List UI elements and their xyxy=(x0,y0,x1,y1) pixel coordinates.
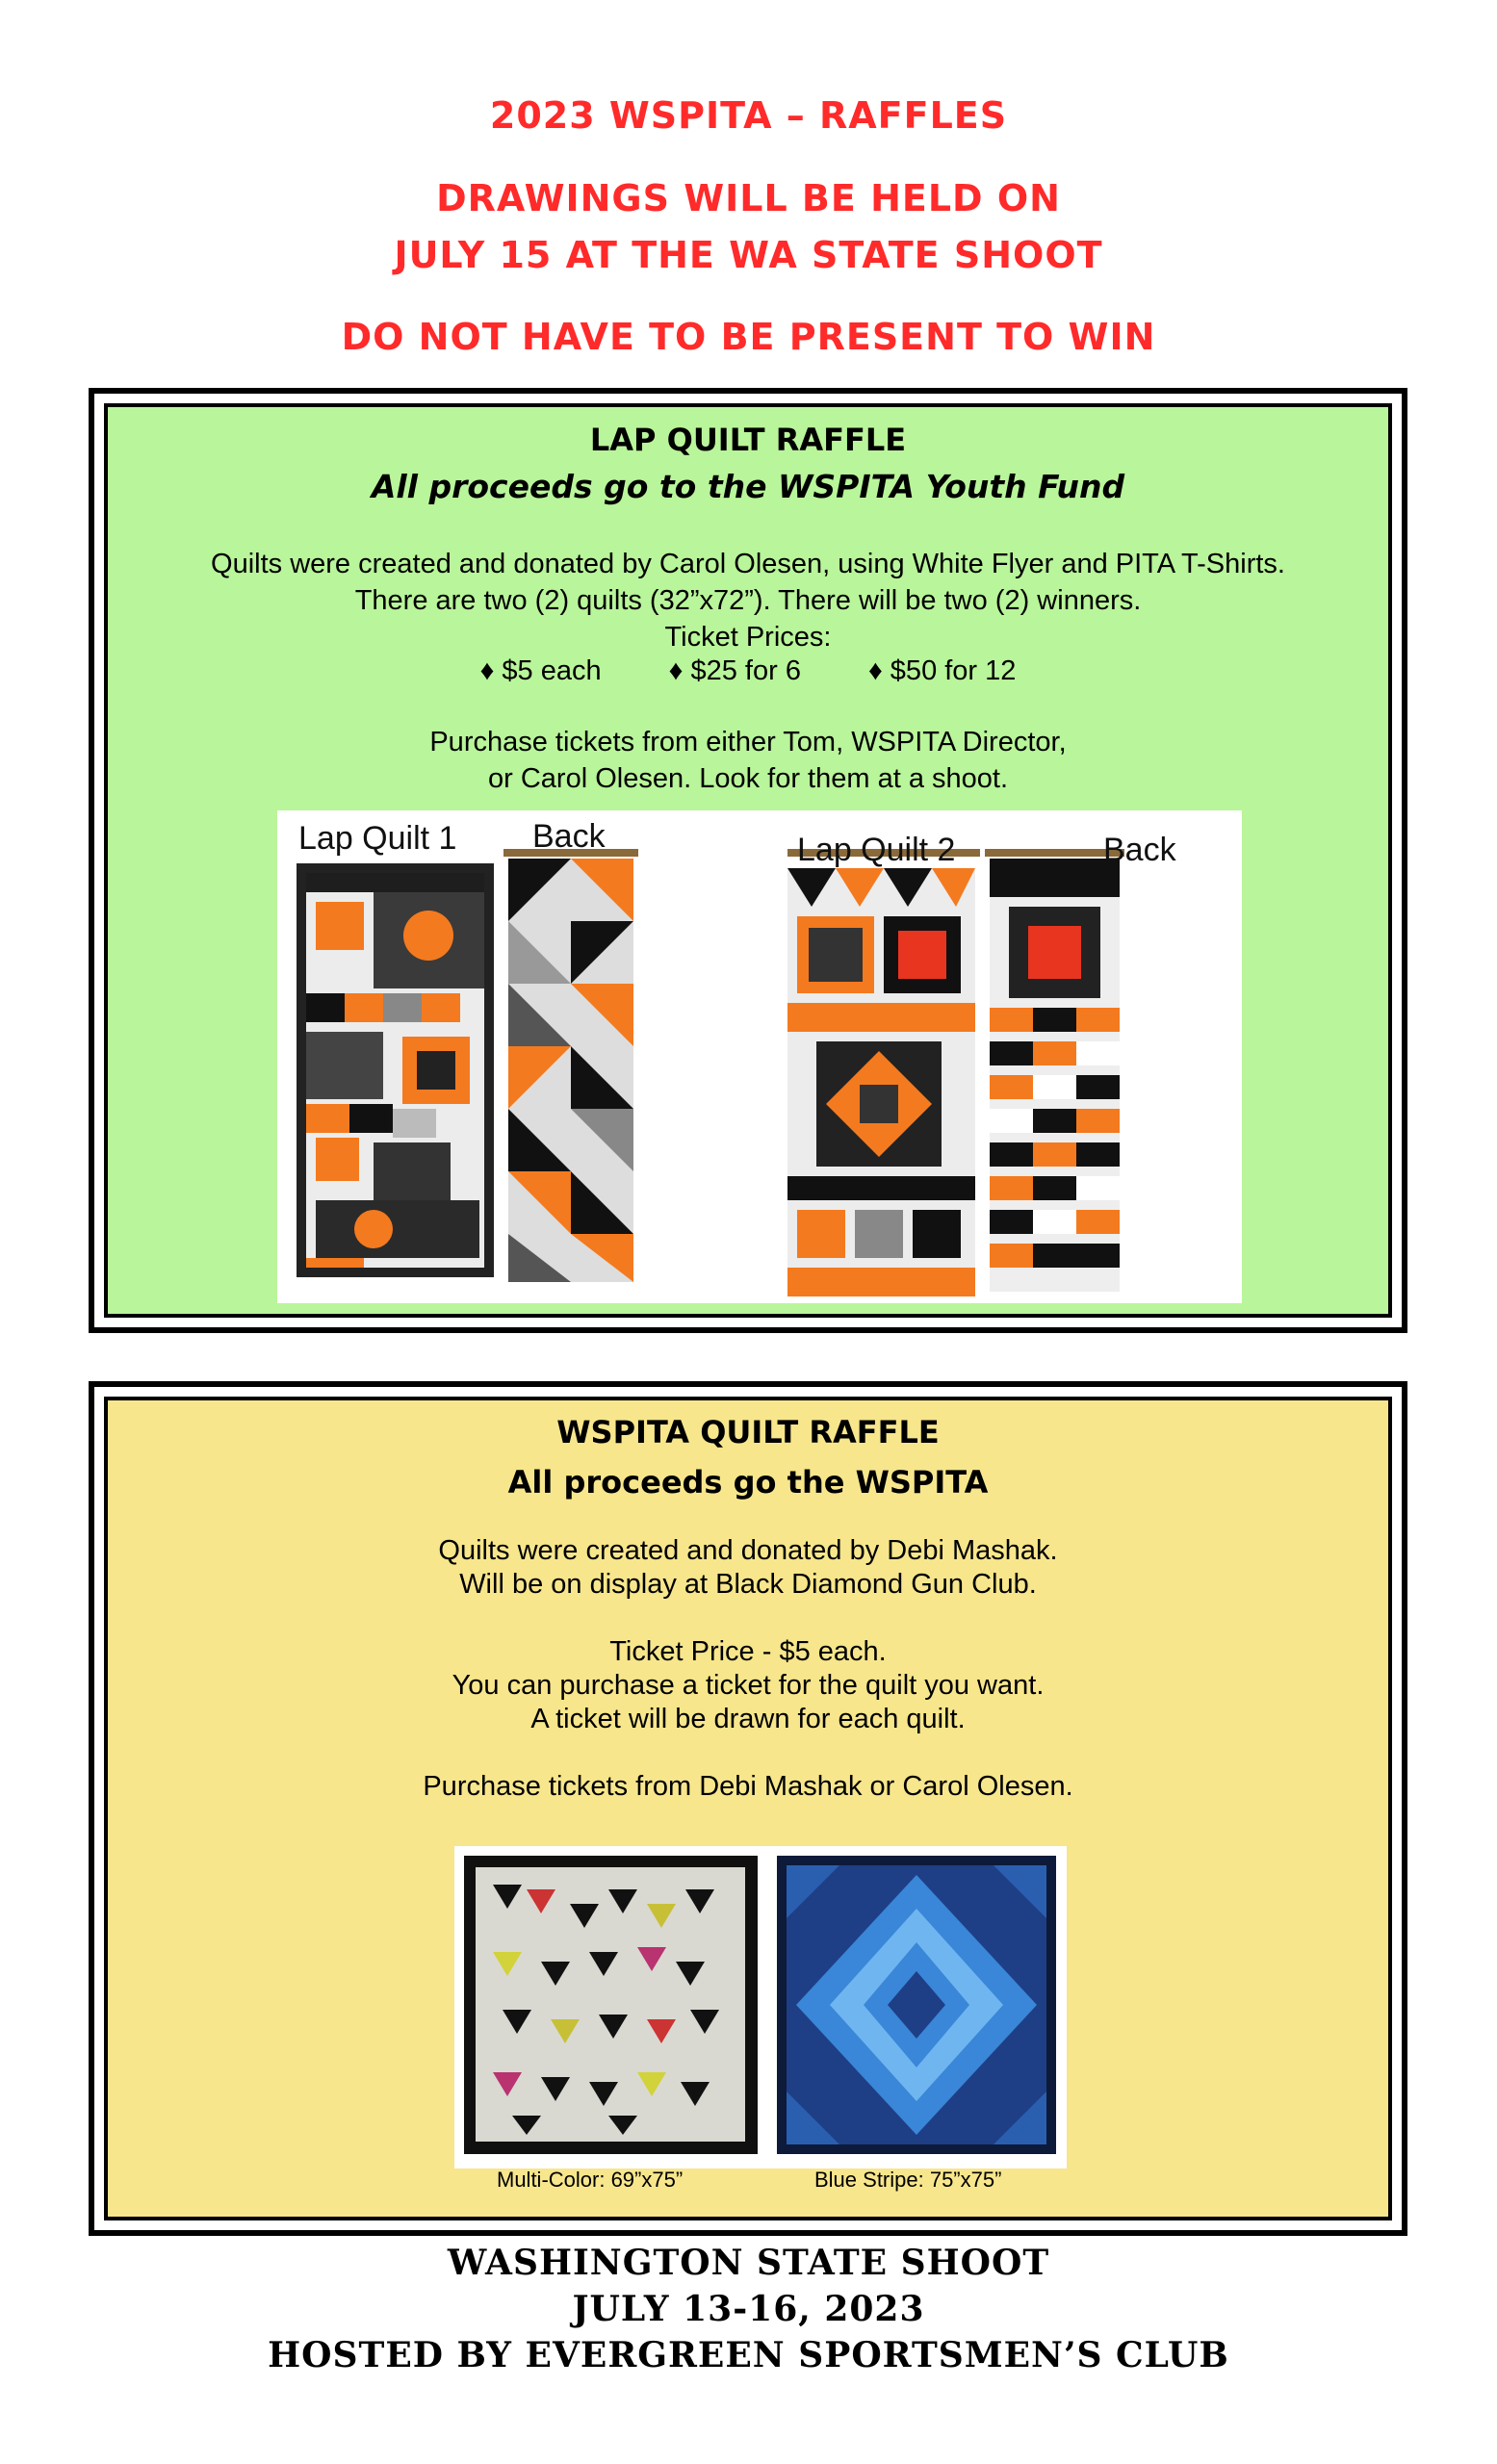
lap-price-item: ♦ $5 each xyxy=(479,655,602,686)
lap-quilt-photo xyxy=(277,810,1242,1303)
wspita-quilt-illustration xyxy=(454,1846,1067,2169)
wspita-quilt-photo xyxy=(454,1846,1067,2169)
wspita-line-2: Will be on display at Black Diamond Gun Club. xyxy=(459,1569,1037,1600)
lap-price-list xyxy=(108,655,1388,687)
multi-color-quilt xyxy=(464,1856,758,2154)
lap-quilt-2-front xyxy=(787,832,980,1296)
wspita-line-5: A ticket will be drawn for each quilt. xyxy=(530,1704,966,1734)
wspita-line-1: Quilts were created and donated by Debi Mashak. xyxy=(438,1535,1058,1566)
header-line-3: JULY 15 AT THE WA STATE SHOOT xyxy=(394,234,1103,276)
wspita-quilt-raffle-box xyxy=(89,1381,1407,2236)
footer-line-1: WASHINGTON STATE SHOOT xyxy=(447,2243,1050,2283)
lap-quilt-1-front xyxy=(297,820,494,1277)
photo-label-lap-quilt-1: Lap Quilt 1 xyxy=(298,820,457,857)
wspita-subtitle: All proceeds go the WSPITA xyxy=(507,1464,989,1501)
wspita-quilt-raffle-panel xyxy=(104,1397,1392,2220)
photo-label-back-2: Back xyxy=(1103,832,1176,868)
wspita-title: WSPITA QUILT RAFFLE xyxy=(556,1414,940,1450)
lap-price-item: ♦ $50 for 12 xyxy=(867,655,1017,686)
header-line-4: DO NOT HAVE TO BE PRESENT TO WIN xyxy=(341,316,1156,358)
footer-line-3: HOSTED BY EVERGREEN SPORTSMEN’S CLUB xyxy=(268,2335,1229,2375)
lap-title: LAP QUILT RAFFLE xyxy=(589,422,907,458)
lap-quilt-raffle-box xyxy=(89,388,1407,1333)
lap-quilt-2-back xyxy=(985,832,1177,1292)
photo-label-back-1: Back xyxy=(532,818,606,855)
lap-quilt-illustration xyxy=(277,810,1242,1303)
lap-line-1: Quilts were created and donated by Carol Olesen, using White Flyer and PITA T-Shirts. xyxy=(211,549,1285,579)
lap-line-4: Purchase tickets from either Tom, WSPITA Director, xyxy=(429,727,1067,757)
header-line-2: DRAWINGS WILL BE HELD ON xyxy=(436,177,1061,219)
lap-line-5: or Carol Olesen. Look for them at a shoot. xyxy=(488,763,1008,794)
lap-subtitle: All proceeds go to the WSPITA Youth Fund xyxy=(371,468,1125,505)
blue-stripe-quilt xyxy=(777,1856,1056,2154)
lap-price-item: ♦ $25 for 6 xyxy=(668,655,801,686)
wspita-line-4: You can purchase a ticket for the quilt you want. xyxy=(452,1670,1045,1701)
wspita-line-6: Purchase tickets from Debi Mashak or Carol Olesen. xyxy=(423,1771,1073,1802)
footer-line-2: JULY 13-16, 2023 xyxy=(572,2289,925,2329)
lap-quilt-1-back xyxy=(503,818,638,1282)
lap-line-2: There are two (2) quilts (32”x72”). There will be two (2) winners. xyxy=(354,585,1142,616)
lap-line-3: Ticket Prices: xyxy=(664,622,832,653)
lap-quilt-raffle-panel xyxy=(104,403,1392,1318)
caption-multi-color: Multi-Color: 69”x75” xyxy=(497,2168,684,2192)
header-line-1: 2023 WSPITA – RAFFLES xyxy=(489,94,1008,137)
wspita-line-3: Ticket Price - $5 each. xyxy=(609,1636,887,1667)
photo-label-lap-quilt-2: Lap Quilt 2 xyxy=(797,832,956,868)
caption-blue-stripe: Blue Stripe: 75”x75” xyxy=(814,2168,1002,2192)
